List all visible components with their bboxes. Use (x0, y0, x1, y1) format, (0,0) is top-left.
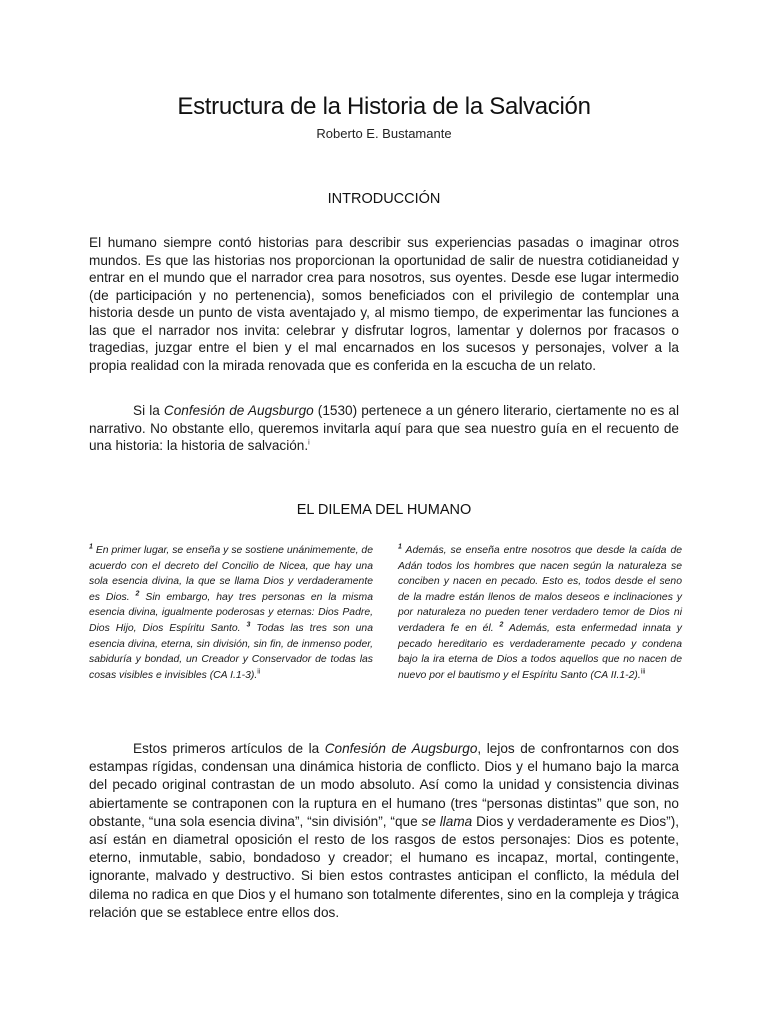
body-text: Estos primeros artículos de la (133, 741, 325, 756)
body-paragraph (89, 740, 679, 922)
body-title: Confesión de Augsburgo (324, 741, 478, 756)
quote-text: Todas las tres son una esencia divina, eterna, sin división, sin fin, de inmenso poder, sabiduría y bondad, un Creador y Conservador de todas las cosas visibles e invisibles (CA I.1-3). (89, 622, 373, 681)
quote-text: Sin embargo, hay tres personas en la misma esencia divina, igualmente poderosas y eternas: Dios Padre, Dios Hijo, Dios Espíritu Santo. (89, 591, 373, 634)
section-heading-dilema: EL DILEMA DEL HUMANO (296, 502, 472, 518)
quote-left (89, 543, 373, 683)
body-text: Dios y verdaderamente (472, 813, 621, 829)
body-text: , lejos de confrontarnos con dos estampas rígidas, condensan una dinámica historia de conflicto. Dios y el humano bajo la marca del pecado original contrastan de un modo absoluto. Así como la unidad y consistencia divinas abiertamente se contraponen con la ruptura en el humano (tres “personas distintas” que son, no obstante, “una sola esencia divina”, “sin división”, “que (89, 741, 679, 829)
intro-paragraph-1: El humano siempre contó historias para describir sus experiencias pasadas o imaginar otros mundos. Es que las historias nos proporcionan la oportunidad de salir de nuestra cotidianeidad y entrar en el mundo que el narrador crea para nosotros, sus oyentes. Desde ese lugar intermedio (de participación y no pertenencia), somos beneficiados con el privilegio de contemplar una historia desde un punto de vista aventajado y, al mismo tiempo, de experimentar las funciones a las que el narrador nos invita: celebrar y disfrutar logros, lamentar y dolernos por fracasos o tragedias, juzgar entre el bien y el mal encarnados en los sucesos y personajes, volver a la propia realidad con la mirada renovada que es conferida en la escucha de un relato. (89, 235, 679, 373)
intro-p2-text-a: Si la (133, 403, 164, 418)
section-heading-introduccion: INTRODUCCIÓN (327, 191, 441, 207)
document-author: Roberto E. Bustamante (316, 126, 452, 141)
intro-p2-title: Confesión de Augsburgo (163, 403, 314, 418)
body-text: Dios”), así están en diametral oposición el resto de los rasgos de estos personajes: Dios es potente, eterno, inmutable, sabio, bondadoso y creador; el humano es incapaz, mortal, contingente, ignorante, malvado y destructivo. Si bien estos contrastes anticipan el conflicto, la médula del dilema no radica en que Dios y el humano son totalmente diferentes, sino en la compleja y trágica relación que se establece entre ellos dos. (89, 813, 679, 920)
intro-paragraph-2 (89, 402, 679, 455)
body-emphasis: es (620, 813, 636, 829)
endnote-marker: ii (257, 668, 261, 676)
verse-number: 1 (398, 543, 402, 551)
document-title: Estructura de la Historia de la Salvación (177, 93, 591, 120)
quote-text: Además, se enseña entre nosotros que desde la caída de Adán todos los hombres que nacen según la naturaleza se conciben y nacen en pecado. Esto es, todos desde el seno de la madre están llenos de malos deseos e inclinaciones y por naturaleza no pueden tener verdadero temor de Dios ni verdadera fe en él. (398, 545, 682, 634)
endnote-marker: i (308, 439, 310, 447)
verse-number: 2 (135, 590, 140, 598)
verse-number: 1 (89, 543, 93, 551)
quote-text: En primer lugar, se enseña y se sostiene unánimemente, de acuerdo con el decreto del Concilio de Nicea, que hay una sola esencia divina, la que se llama Dios y verdaderamente es Dios. (89, 545, 373, 603)
endnote-marker: iii (640, 668, 646, 676)
body-emphasis: se llama (421, 813, 473, 829)
verse-number: 2 (499, 621, 504, 629)
verse-number: 3 (246, 621, 251, 629)
quote-text: Además, esta enfermedad innata y pecado hereditario es verdaderamente pecado y condena bajo la ira eterna de Dios a todos aquellos que no nacen de nuevo por el bautismo y el Espíritu Santo (CA II.1-2). (398, 622, 682, 681)
quote-right (398, 543, 682, 683)
intro-p2-text-b: (1530) pertenece a un género literario, ciertamente no es al narrativo. No obstante ello, queremos invitarla aquí para que sea nuestro guía en el recuento de una historia: la historia de salvación. (89, 403, 679, 453)
